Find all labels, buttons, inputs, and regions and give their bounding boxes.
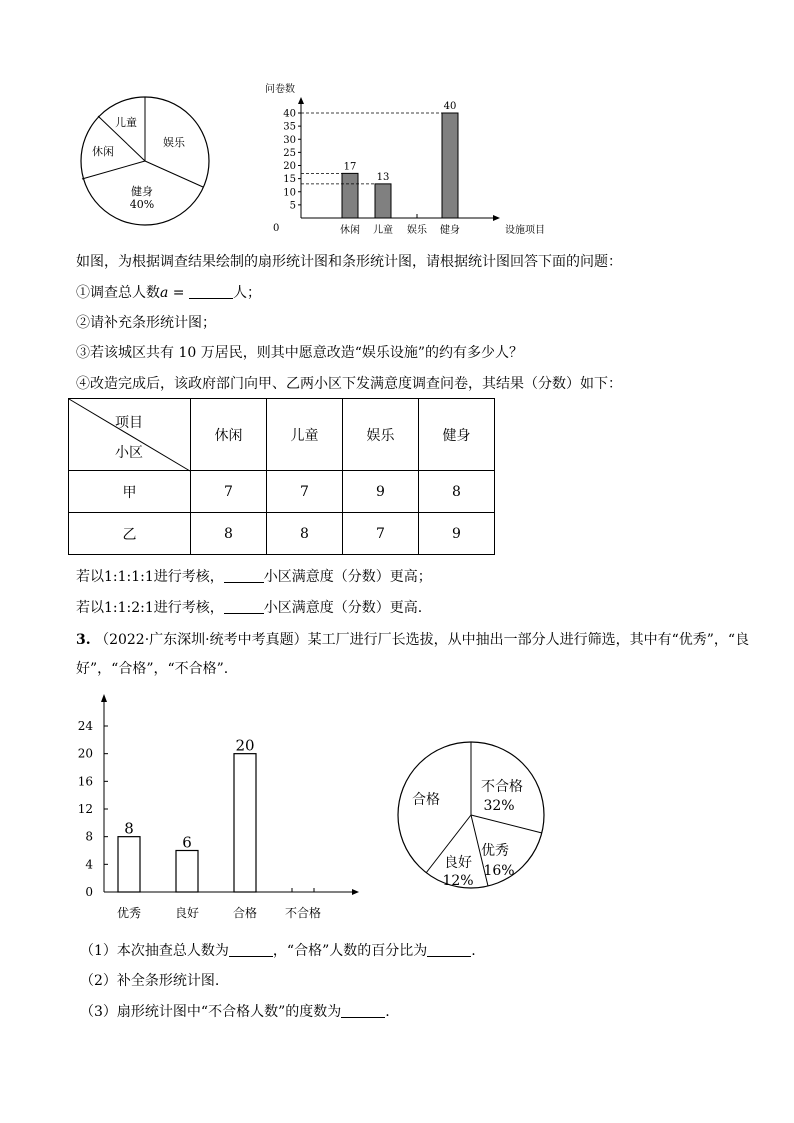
q3-p1-mid: ，“合格”人数的百分比为 (272, 943, 428, 959)
q3-p1-blank-2[interactable] (427, 942, 471, 957)
q2-table-cell: 7 (267, 471, 343, 513)
bar (118, 837, 140, 892)
q2-ratio1-blank[interactable] (224, 568, 264, 583)
y-tick-label: 8 (85, 829, 93, 844)
q2-table-cell: 8 (267, 513, 343, 555)
q2-q1-suffix: 人； (233, 285, 261, 301)
bar (375, 184, 391, 218)
q2-table-header: 娱乐 (343, 399, 419, 471)
q2-ratio1-suffix: 小区满意度（分数）更高； (263, 569, 432, 585)
table-row (69, 471, 495, 513)
y-tick-label: 35 (283, 121, 296, 133)
x-tick-label: 良好 (174, 906, 200, 920)
q2-ratio2-blank[interactable] (224, 599, 264, 614)
q3-pie-chart (394, 738, 548, 892)
q3-p1-prefix: （1）本次抽查总人数为 (80, 943, 229, 959)
q2-q1-blank[interactable] (189, 284, 233, 299)
q2-ratio2-prefix: 若以1:1:2:1进行考核， (76, 600, 224, 616)
q2-pie-label-children: 儿童 (115, 116, 137, 129)
q2-q1-eq: = (168, 285, 189, 301)
q2-table-cell: 8 (191, 513, 267, 555)
bar (176, 851, 198, 893)
q2-table-cell: 9 (343, 471, 419, 513)
q3-p3-end: . (385, 1004, 390, 1020)
x-tick-label: 儿童 (373, 225, 393, 236)
q2-table-corner-top: 项目 (115, 415, 143, 431)
q3-pie-label-pass: 合格 (412, 792, 440, 808)
q2-ratio-2 (76, 597, 422, 617)
q2-q1-var: a (160, 285, 169, 301)
y-axis-label: 问卷数 (265, 84, 295, 95)
q2-pie-label-entertainment: 娱乐 (163, 136, 185, 149)
y-tick-label: 10 (283, 187, 296, 199)
x-axis-label: 设施项目 (505, 225, 545, 236)
q2-question-1 (76, 282, 261, 302)
q3-p1-end: . (471, 943, 476, 959)
y-tick-label: 30 (283, 134, 296, 146)
q3-p3-blank[interactable] (341, 1003, 385, 1018)
bar (342, 173, 358, 218)
q3-p3-prefix: （3）扇形统计图中“不合格人数”的度数为 (80, 1004, 342, 1020)
x-tick-label: 健身 (440, 225, 460, 236)
table-row (69, 513, 495, 555)
y-tick-label: 16 (77, 774, 93, 789)
y-tick-label: 24 (77, 719, 93, 733)
q2-table-header: 休闲 (191, 399, 267, 471)
q2-question-2: ②请补充条形统计图； (76, 315, 216, 331)
x-tick-label: 娱乐 (407, 225, 427, 236)
q3-stem-1: （2022·广东深圳·统考中考真题）某工厂进行厂长选拔，从中抽出一部分人进行筛选，其中有“优秀”，“良 (95, 632, 750, 648)
q3-pie-label-fail: 不合格 (481, 779, 523, 795)
bar-data-label: 6 (182, 833, 192, 852)
y-axis-arrow (101, 694, 107, 702)
x-axis-arrow (352, 889, 359, 895)
q3-part-2: （2）补全条形统计图. (80, 973, 220, 989)
q2-table-cell: 7 (343, 513, 419, 555)
bar (234, 754, 256, 892)
q2-bar-chart (255, 78, 545, 238)
q3-stem-line-1 (76, 629, 749, 649)
q2-question-3: ③若该城区共有 10 万居民，则其中愿意改造“娱乐设施”的约有多少人？ (76, 345, 524, 361)
q3-bar-chart (76, 690, 366, 922)
bar-data-label: 20 (235, 736, 255, 755)
q2-table-cell: 7 (191, 471, 267, 513)
q2-table-row-name: 甲 (69, 471, 191, 513)
q2-intro: 如图，为根据调查结果绘制的扇形统计图和条形统计图，请根据统计图回答下面的问题： (76, 254, 622, 270)
y-tick-label: 15 (283, 174, 296, 186)
x-tick-label: 休闲 (340, 225, 360, 236)
q3-number: 3. (76, 632, 91, 648)
q3-pie-percent-excellent: 16% (483, 863, 515, 879)
y-tick-label: 20 (77, 746, 93, 761)
x-tick-label: 优秀 (116, 906, 142, 920)
q2-table-cell: 8 (419, 471, 495, 513)
q2-pie-label-fitness: 健身 (131, 185, 153, 198)
bar-data-label: 8 (124, 819, 134, 838)
bar-data-label: 13 (376, 171, 390, 183)
q2-ratio2-suffix: 小区满意度（分数）更高. (263, 600, 423, 616)
q2-table-row-name: 乙 (69, 513, 191, 555)
q3-pie-label-good: 良好 (444, 855, 472, 871)
bar-data-label: 40 (443, 101, 457, 112)
y-tick-label: 25 (283, 147, 296, 159)
q3-part-3 (80, 1001, 390, 1021)
bar-data-label: 17 (343, 161, 357, 173)
x-tick-label: 不合格 (284, 906, 322, 920)
q2-pie-chart (76, 92, 214, 230)
q3-pie-percent-fail: 32% (483, 798, 515, 814)
q2-ratio-1 (76, 566, 432, 586)
q2-score-table (68, 398, 495, 555)
q2-ratio1-prefix: 若以1:1:1:1进行考核， (76, 569, 224, 585)
y-tick-label: 5 (289, 200, 296, 212)
q2-pie-percent-fitness: 40% (129, 198, 155, 211)
q3-part-1 (80, 940, 476, 960)
q2-q1-prefix: ①调查总人数 (76, 285, 160, 301)
bar (442, 113, 458, 218)
q2-table-corner (69, 399, 191, 471)
y-tick-label: 0 (85, 885, 93, 899)
q2-table-corner-bottom: 小区 (115, 445, 143, 461)
q3-stem-line-2: 好”，“合格”，“不合格”. (76, 661, 229, 677)
y-axis-arrow (298, 97, 304, 104)
y-tick-label: 20 (283, 161, 296, 172)
y-tick-label: 0 (273, 223, 280, 234)
x-axis-arrow (493, 215, 500, 221)
y-tick-label: 4 (85, 857, 93, 872)
q2-question-4: ④改造完成后，该政府部门向甲、乙两小区下发满意度调查问卷，其结果（分数）如下： (76, 376, 622, 392)
q2-table-cell: 9 (419, 513, 495, 555)
q2-pie-label-leisure: 休闲 (92, 145, 114, 158)
x-tick-label: 合格 (232, 906, 258, 920)
y-tick-label: 12 (77, 802, 93, 816)
y-tick-label: 40 (283, 108, 296, 120)
q3-pie-percent-good: 12% (442, 873, 474, 889)
q3-p1-blank-1[interactable] (229, 942, 273, 957)
q2-table-header: 健身 (419, 399, 495, 471)
q3-pie-label-excellent: 优秀 (481, 843, 509, 859)
q2-table-header: 儿童 (267, 399, 343, 471)
